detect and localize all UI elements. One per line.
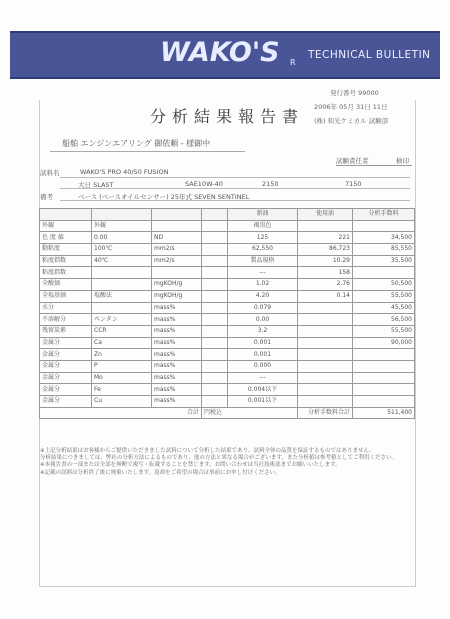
table-cell: 全塩基価	[40, 290, 92, 302]
remarks-label: 備考	[40, 193, 53, 201]
table-cell: 56,500	[353, 314, 415, 326]
table-header-cell	[92, 209, 152, 221]
table-row	[40, 290, 415, 302]
table-header-row	[40, 209, 415, 221]
table-cell: 粘度指数	[40, 255, 92, 267]
table-cell	[202, 396, 228, 408]
approval-underline	[336, 165, 412, 166]
table-cell: 10.29	[298, 255, 353, 267]
note-line: ※記載の試料は分析終了後に廃棄いたします。返却をご希望の場合は事前にお申し付けください。	[40, 469, 281, 476]
table-row	[40, 279, 415, 291]
sample-line-1	[60, 177, 410, 178]
table-cell: mass%	[152, 325, 202, 337]
table-cell	[353, 349, 415, 361]
table-header-cell: 分析手数料	[353, 209, 415, 221]
stamp-label: 検印	[396, 157, 409, 165]
sample-label: 試料名	[40, 169, 60, 177]
table-cell: 0.00	[92, 232, 152, 244]
table-cell	[202, 290, 228, 302]
table-cell	[202, 279, 228, 291]
table-cell	[202, 372, 228, 384]
table-cell: 色 度 値	[40, 232, 92, 244]
table-cell: 55,500	[353, 290, 415, 302]
table-cell: 1.02	[228, 279, 298, 291]
table-row	[40, 360, 415, 372]
table-cell: mass%	[152, 349, 202, 361]
sample-grade: SAE10W-40	[185, 180, 223, 188]
table-cell: CCR	[92, 325, 152, 337]
table-cell: P	[92, 360, 152, 372]
table-cell: 0.001以下	[228, 396, 298, 408]
table-cell: ND	[152, 232, 202, 244]
note-line: ※本報告書の一部または全部を無断で複写・転載することを禁じます。お問い合わせは当社技術部までお願いいたします。	[40, 462, 341, 469]
table-row	[40, 244, 415, 256]
table-cell: 34,500	[353, 232, 415, 244]
table-cell: 金属分	[40, 337, 92, 349]
table-cell	[152, 220, 202, 232]
table-row	[40, 302, 415, 314]
table-cell: ---	[228, 372, 298, 384]
table-cell: 粘度指数	[40, 267, 92, 279]
sample-value-b: 7150	[345, 180, 362, 188]
table-cell: 0.001	[228, 337, 298, 349]
table-cell: mm2/s	[152, 244, 202, 256]
table-cell	[353, 267, 415, 279]
table-cell: mass%	[152, 360, 202, 372]
table-cell: mass%	[152, 302, 202, 314]
table-cell: mass%	[152, 384, 202, 396]
doc-number: 発行番号 99000	[330, 89, 379, 97]
table-cell	[298, 314, 353, 326]
table-cell: mass%	[152, 337, 202, 349]
table-cell: Cu	[92, 396, 152, 408]
table-row	[40, 255, 415, 267]
table-cell	[202, 325, 228, 337]
table-header-cell: 新油	[228, 209, 298, 221]
total-mid: 円税込	[202, 407, 298, 419]
table-cell	[92, 267, 152, 279]
table-cell	[202, 220, 228, 232]
table-cell	[202, 244, 228, 256]
note-line: 分析結果につきましては、弊社の分析方法によるものであり、他の方法と異なる場合がございます。また分析値は参考値としてご利用ください。	[40, 455, 397, 462]
table-cell: mass%	[152, 314, 202, 326]
table-cell: 残留炭素	[40, 325, 92, 337]
table-cell: 全酸価	[40, 279, 92, 291]
company-name: (株) 和光ケミカル 試験部	[314, 117, 389, 125]
table-cell: 2.76	[298, 279, 353, 291]
table-cell: 水分	[40, 302, 92, 314]
table-header-cell	[40, 209, 92, 221]
table-cell: 金属分	[40, 349, 92, 361]
table-cell: 金属分	[40, 384, 92, 396]
table-row	[40, 384, 415, 396]
table-cell	[353, 372, 415, 384]
table-cell: ペンタン	[92, 314, 152, 326]
total-value: 511,400	[353, 407, 415, 419]
table-cell: 86,723	[298, 244, 353, 256]
table-cell: 4.20	[228, 290, 298, 302]
table-cell: 外観	[40, 220, 92, 232]
table-cell: 90,000	[353, 337, 415, 349]
sample-sub: 大日 SLAST	[78, 181, 114, 189]
table-row	[40, 325, 415, 337]
table-cell: 褐黒色	[228, 220, 298, 232]
table-cell: 50,500	[353, 279, 415, 291]
table-cell	[353, 360, 415, 372]
header-band	[10, 31, 440, 79]
table-cell: 0.14	[298, 290, 353, 302]
table-row	[40, 396, 415, 408]
technical-bulletin-label: TECHNICAL BULLETIN	[308, 49, 431, 61]
table-cell	[298, 360, 353, 372]
table-cell	[298, 220, 353, 232]
table-cell	[298, 396, 353, 408]
table-header-cell: 使用油	[298, 209, 353, 221]
table-row	[40, 372, 415, 384]
notes-block	[40, 448, 412, 477]
table-cell: 3.2	[228, 325, 298, 337]
wakos-logo: WAKO'S	[160, 37, 280, 68]
table-row	[40, 267, 415, 279]
total-right-label: 分析手数料合計	[298, 407, 353, 419]
table-cell	[92, 279, 152, 291]
table-cell: 金属分	[40, 372, 92, 384]
table-cell: 製品規格	[228, 255, 298, 267]
table-cell: 0.004以下	[228, 384, 298, 396]
table-cell: Mo	[92, 372, 152, 384]
page-title: 分析結果報告書	[150, 107, 305, 126]
table-cell: 外観	[92, 220, 152, 232]
table-cell	[298, 349, 353, 361]
table-cell	[298, 372, 353, 384]
table-row	[40, 220, 415, 232]
table-cell	[298, 337, 353, 349]
table-cell: 221	[298, 232, 353, 244]
table-cell: mgKOH/g	[152, 290, 202, 302]
results-table	[39, 208, 415, 419]
sample-value-a: 2150	[262, 180, 279, 188]
table-cell	[353, 220, 415, 232]
table-header-cell	[202, 209, 228, 221]
registered-mark-icon: R	[290, 58, 296, 67]
table-cell	[202, 349, 228, 361]
approval-label: 試験責任者	[336, 157, 369, 165]
table-cell	[202, 337, 228, 349]
table-row	[40, 337, 415, 349]
table-row	[40, 349, 415, 361]
table-cell: 100℃	[92, 244, 152, 256]
table-cell: ---	[228, 267, 298, 279]
table-cell: 0.001	[228, 349, 298, 361]
table-cell: 0.079	[228, 302, 298, 314]
table-cell: 0.000	[228, 360, 298, 372]
table-cell	[92, 302, 152, 314]
table-cell: 35,500	[353, 255, 415, 267]
table-row	[40, 314, 415, 326]
table-cell	[202, 384, 228, 396]
table-cell: Ca	[92, 337, 152, 349]
note-line: ※上記分析結果はお客様からご提供いただきました試料について分析した結果であり、試料全体の品質を保証するものではありません。	[40, 448, 375, 454]
table-row	[40, 232, 415, 244]
table-cell	[298, 302, 353, 314]
table-cell	[202, 232, 228, 244]
table-cell: Fe	[92, 384, 152, 396]
remarks-value: ベース (ベースオイルセンサー) 25年式 SEVEN SENTINEL	[78, 193, 250, 201]
table-cell	[353, 396, 415, 408]
table-cell	[202, 302, 228, 314]
table-header-cell	[152, 209, 202, 221]
table-cell	[202, 360, 228, 372]
table-total-row	[40, 407, 415, 419]
table-cell	[298, 325, 353, 337]
table-cell: 55,500	[353, 325, 415, 337]
table-cell: 動粘度	[40, 244, 92, 256]
table-cell: 0.00	[228, 314, 298, 326]
table-cell: Zn	[92, 349, 152, 361]
total-label: 合計	[40, 407, 202, 419]
table-cell: 45,500	[353, 302, 415, 314]
table-cell: mass%	[152, 372, 202, 384]
table-cell: 85,550	[353, 244, 415, 256]
table-cell: 158	[298, 267, 353, 279]
table-cell	[202, 255, 228, 267]
table-cell: 125	[228, 232, 298, 244]
table-cell: mgKOH/g	[152, 279, 202, 291]
table-cell: 金属分	[40, 360, 92, 372]
table-cell: 40℃	[92, 255, 152, 267]
table-cell: 62,550	[228, 244, 298, 256]
subject-line: 船舶 エンジンエアリング 御依頼 - 様御中	[62, 139, 211, 148]
table-cell	[353, 384, 415, 396]
table-cell	[202, 267, 228, 279]
table-cell	[298, 384, 353, 396]
table-cell	[202, 314, 228, 326]
table-cell: mm2/s	[152, 255, 202, 267]
table-cell: mass%	[152, 396, 202, 408]
table-cell	[152, 267, 202, 279]
doc-date: 2006年 05月 31日 11日	[314, 103, 388, 111]
table-cell: 不溶解分	[40, 314, 92, 326]
table-cell: 塩酸法	[92, 290, 152, 302]
table-cell: 金属分	[40, 396, 92, 408]
sample-name: WAKO'S PRO 40/50 FUSION	[80, 168, 169, 176]
